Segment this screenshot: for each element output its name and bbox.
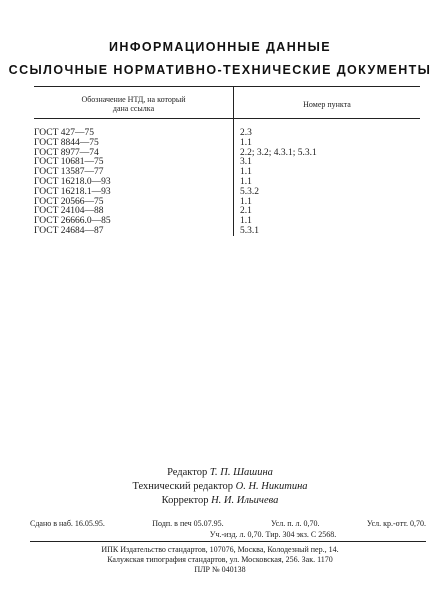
clause-number: 5.3.2: [240, 186, 259, 197]
credits-block: [0, 466, 440, 508]
document-code: ГОСТ 20566—75: [34, 196, 104, 207]
document-code: ГОСТ 10681—75: [34, 157, 104, 168]
publisher-line: ИПК Издательство стандартов, 107076, Москва, Колодезный пер., 14.: [101, 545, 339, 554]
document-code: ГОСТ 13587—77: [34, 167, 104, 178]
column-header-document: Обозначение НТД, на который дана ссылка: [81, 95, 186, 113]
page-title: ИНФОРМАЦИОННЫЕ ДАННЫЕ: [109, 40, 331, 54]
tech-editor-line: [0, 480, 440, 494]
editor-name: Т. П. Шашина: [209, 467, 273, 478]
license-line: ПЛР № 040138: [194, 565, 246, 574]
document-code: ГОСТ 16218.1—93: [34, 186, 111, 197]
table-row: [0, 227, 440, 237]
edition-info-line: Уч.-изд. л. 0,70. Тир. 304 экз. С 2568.: [209, 530, 337, 539]
document-code: ГОСТ 24104—88: [34, 206, 104, 217]
typeset-date: Сдано в наб. 16.05.95.: [30, 519, 105, 528]
table-top-rule: [34, 86, 420, 87]
tech-editor-role: Технический редактор: [132, 481, 233, 492]
document-code: ГОСТ 24684—87: [34, 225, 104, 236]
clause-number: 2.3: [240, 128, 252, 138]
editor-role: Редактор: [167, 467, 208, 478]
printer-line: Калужская типография стандартов, ул. Московская, 256. Зак. 1170: [107, 555, 333, 564]
clause-number: 3.1: [240, 157, 252, 168]
clause-number: 1.1: [240, 216, 252, 227]
print-signature-info: [30, 518, 426, 540]
document-code: ГОСТ 16218.0—93: [34, 176, 111, 187]
color-prints: Усл. кр.-отт. 0,70.: [366, 519, 426, 528]
table-body: [0, 129, 440, 237]
tech-editor-name: О. Н. Никитина: [235, 481, 308, 492]
column-header-clause: Номер пункта: [303, 100, 351, 109]
publisher-imprint: [0, 545, 440, 575]
signed-date: Подп. в печ 05.07.95.: [152, 519, 224, 528]
document-code: ГОСТ 26666.0—85: [34, 216, 111, 227]
document-code: ГОСТ 427—75: [34, 128, 94, 138]
clause-number: 1.1: [240, 167, 252, 178]
corrector-role: Корректор: [161, 495, 209, 506]
imprint-rule: [30, 541, 426, 542]
clause-number: 1.1: [240, 196, 252, 207]
print-dates-line: [30, 518, 426, 529]
document-code: ГОСТ 8844—75: [34, 137, 99, 148]
editor-line: [0, 466, 440, 480]
clause-number: 1.1: [240, 176, 252, 187]
corrector-name: Н. И. Ильичева: [211, 495, 279, 506]
clause-number: 2.2; 3.2; 4.3.1; 5.3.1: [240, 147, 317, 158]
table-header-rule: [34, 118, 420, 119]
printed-sheets: Усл. п. л. 0,70.: [270, 519, 320, 528]
section-title: ССЫЛОЧНЫЕ НОРМАТИВНО-ТЕХНИЧЕСКИЕ ДОКУМЕНТЫ: [8, 63, 432, 77]
clause-number: 2.1: [240, 206, 252, 217]
clause-number: 5.3.1: [240, 225, 259, 236]
clause-number: 1.1: [240, 137, 252, 148]
corrector-line: [0, 494, 440, 508]
document-code: ГОСТ 8977—74: [34, 147, 99, 158]
